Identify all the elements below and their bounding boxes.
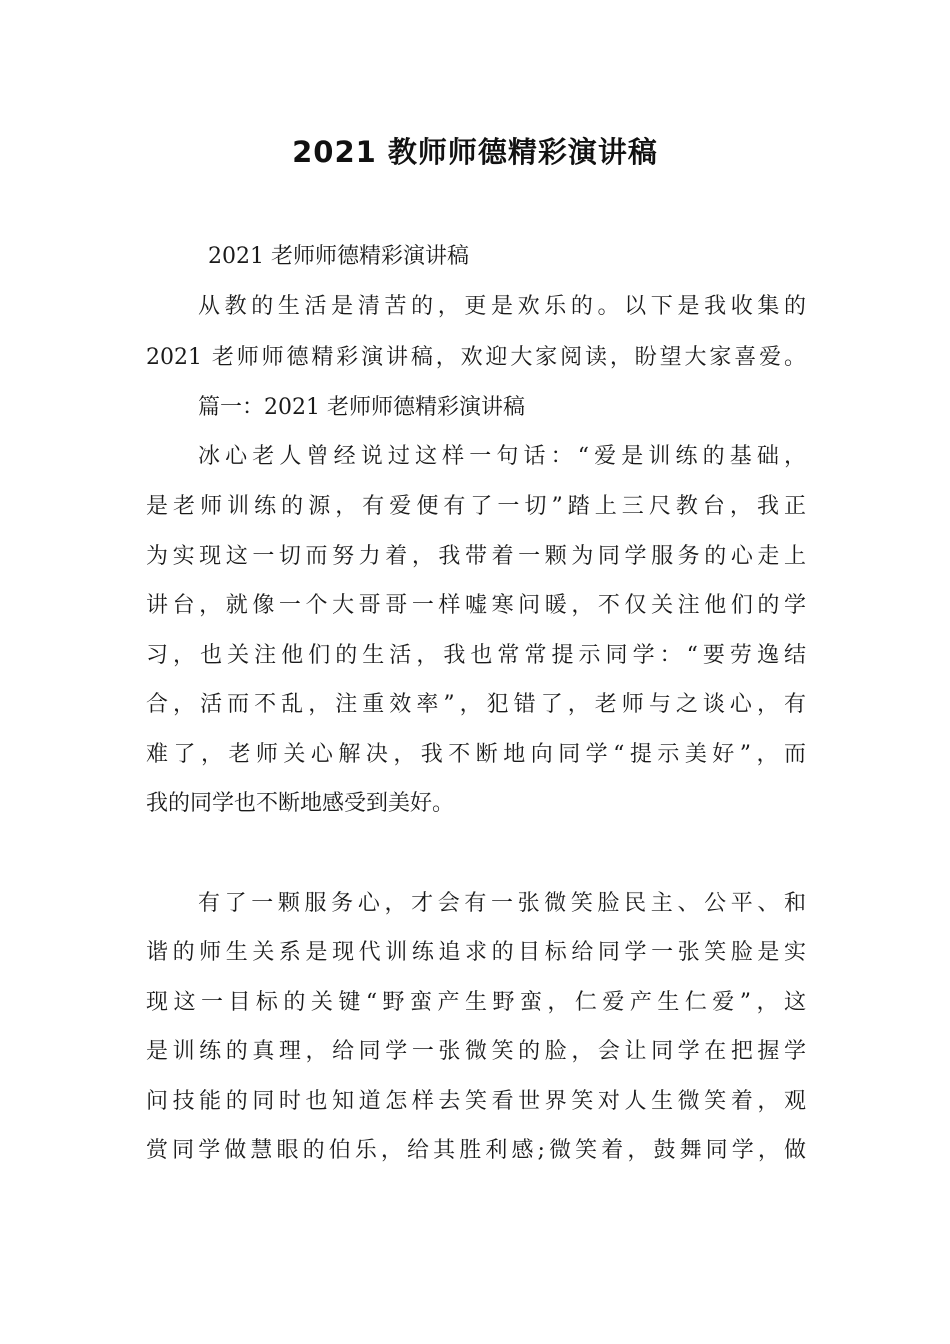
paragraph-line: 2021 老师师德精彩演讲稿，欢迎大家阅读，盼望大家喜爱。 (146, 345, 806, 370)
paragraph-line: 为实现这一切而努力着，我带着一颗为同学服务的心走上 (146, 544, 806, 569)
paragraph-line: 我的同学也不断地感受到美好。 (146, 791, 455, 816)
paragraph-line: 习，也关注他们的生活，我也常常提示同学：“要劳逸结 (146, 643, 806, 668)
paragraph-line: 篇一：2021 老师师德精彩演讲稿 (198, 395, 525, 420)
paragraph-line: 冰心老人曾经说过这样一句话：“爱是训练的基础， (198, 444, 806, 469)
paragraph-line: 合，活而不乱，注重效率”，犯错了，老师与之谈心，有 (146, 692, 806, 717)
paragraph-line: 难了，老师关心解决，我不断地向同学“提示美好”，而 (146, 742, 806, 767)
paragraph-line: 赏同学做慧眼的伯乐，给其胜利感;微笑着，鼓舞同学，做 (146, 1138, 806, 1163)
paragraph-line: 问技能的同时也知道怎样去笑看世界笑对人生微笑着，观 (146, 1089, 806, 1114)
paragraph-line: 从教的生活是清苦的，更是欢乐的。以下是我收集的 (198, 294, 806, 319)
paragraph-line: 是训练的真理，给同学一张微笑的脸，会让同学在把握学 (146, 1039, 806, 1064)
document-title: 2021 教师师德精彩演讲稿 (292, 135, 658, 169)
paragraph-line: 讲台，就像一个大哥哥一样嘘寒问暖，不仅关注他们的学 (146, 593, 806, 618)
paragraph-line: 2021 老师师德精彩演讲稿 (208, 244, 469, 269)
paragraph-line: 现这一目标的关键“野蛮产生野蛮，仁爱产生仁爱”，这 (146, 990, 806, 1015)
paragraph-line: 谐的师生关系是现代训练追求的目标给同学一张笑脸是实 (146, 940, 806, 965)
paragraph-line: 是老师训练的源，有爱便有了一切”踏上三尺教台，我正 (146, 494, 806, 519)
paragraph-line: 有了一颗服务心，才会有一张微笑脸民主、公平、和 (198, 891, 806, 916)
